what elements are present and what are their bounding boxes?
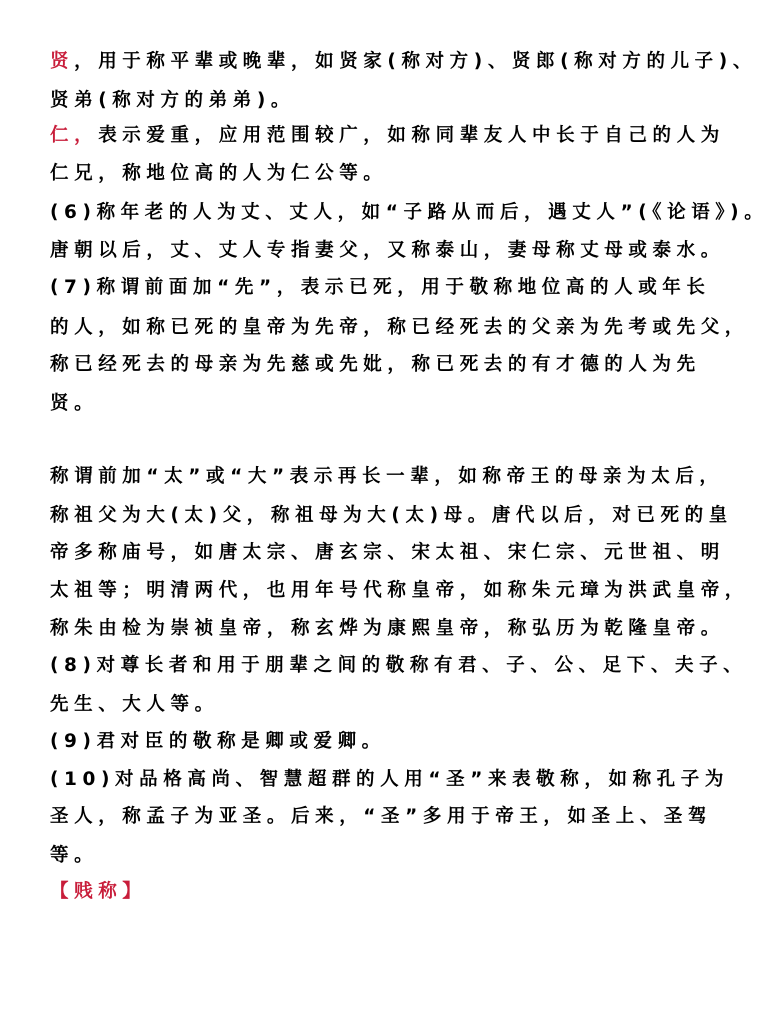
text-line [50,313,749,343]
text-line [50,690,670,720]
text-line [50,727,670,757]
text-line [50,462,724,492]
text-line [50,651,748,681]
line-text: 贤。 [50,393,99,414]
text-line [50,159,670,189]
text-line [50,576,749,606]
term-label: 仁， [50,125,99,146]
line-text: 称谓前加“太”或“大”表示再长一辈，如称帝王的母亲为太后， [50,466,724,487]
text-line [50,802,713,832]
line-text: (7)称谓前面加“先”，表示已死，用于敬称地位高的人或年长 [50,277,711,298]
line-text: 称朱由检为崇祯皇帝，称玄烨为康熙皇帝，称弘历为乾隆皇帝。 [50,618,725,639]
line-text: 贤弟(称对方的弟弟)。 [50,90,296,111]
line-text: 帝多称庙号，如唐太宗、唐玄宗、宋太祖、宋仁宗、元世祖、明 [50,542,725,563]
text-line [50,236,725,266]
text-line [50,389,670,419]
text-line [50,765,729,795]
text-line [50,273,711,303]
line-text: (9)君对臣的敬称是卿或爱卿。 [50,731,386,752]
heading-label: 【贱称】 [50,881,147,902]
text-line [50,47,757,77]
text-line [50,841,670,871]
text-line [50,121,725,151]
line-text: 太祖等；明清两代，也用年号代称皇帝，如称朱元璋为洪武皇帝， [50,580,749,601]
line-text: 称已经死去的母亲为先慈或先妣，称已死去的有才德的人为先 [50,354,701,375]
line-text: 先生、大人等。 [50,694,219,715]
section-heading [50,877,670,907]
text-line [50,198,768,228]
line-text: 等。 [50,845,99,866]
line-text: (6)称年老的人为丈、丈人，如“子路从而后，遇丈人”(《论语》)。 [50,202,768,223]
text-line [50,86,670,116]
line-text: 仁兄，称地位高的人为仁公等。 [50,163,388,184]
line-text: ，用于称平辈或晚辈，如贤家(称对方)、贤郎(称对方的儿子)、 [74,51,757,72]
term-label: 贤 [50,51,75,72]
line-text: 的人，如称已死的皇帝为先帝，称已经死去的父亲为先考或先父， [50,317,749,338]
line-text: 称祖父为大(太)父，称祖母为大(太)母。唐代以后，对已死的皇 [50,505,733,526]
line-text: 表示爱重，应用范围较广，如称同辈友人中长于自己的人为 [98,125,725,146]
line-text: 唐朝以后，丈、丈人专指妻父，又称泰山，妻母称丈母或泰水。 [50,240,725,261]
text-line [50,538,725,568]
line-text: (10)对品格高尚、智慧超群的人用“圣”来表敬称，如称孔子为 [50,769,729,790]
line-text: (8)对尊长者和用于朋辈之间的敬称有君、子、公、足下、夫子、 [50,655,748,676]
line-text: 圣人，称孟子为亚圣。后来，“圣”多用于帝王，如圣上、圣驾 [50,806,713,827]
text-line [50,501,733,531]
text-line [50,614,725,644]
text-line [50,350,701,380]
